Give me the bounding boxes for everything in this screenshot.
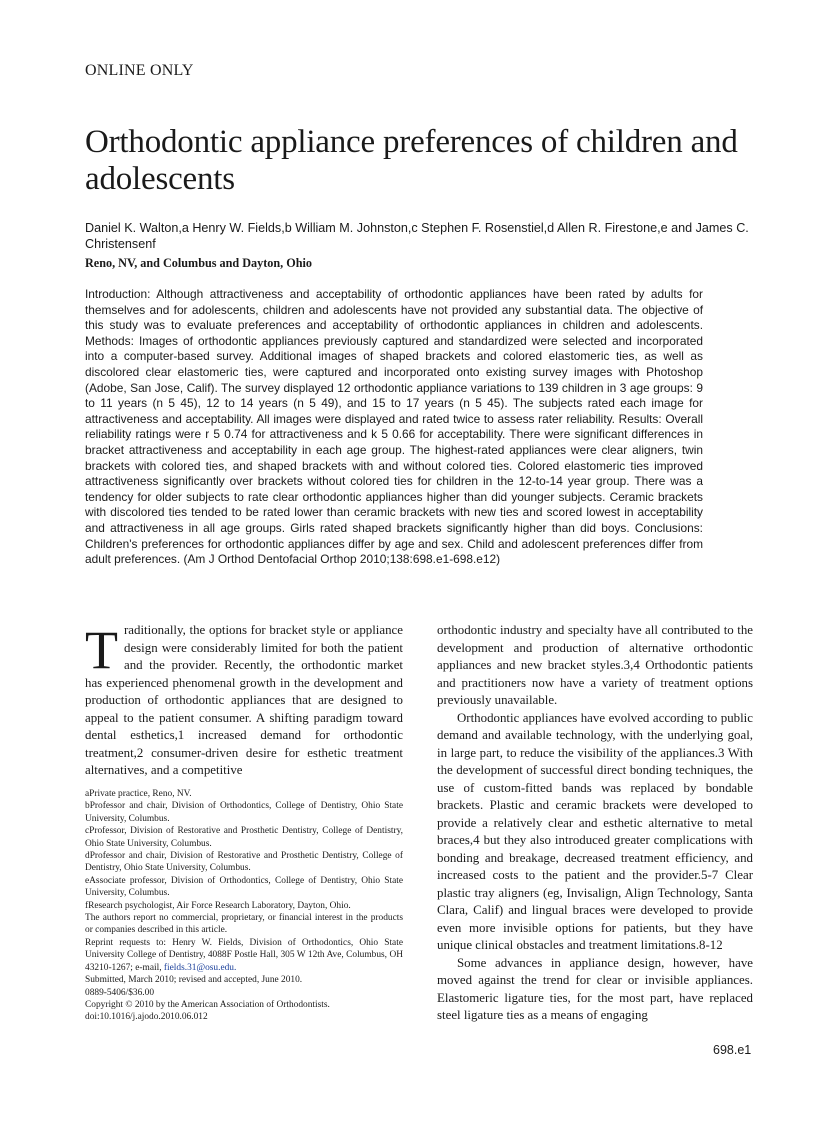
footnote-e: eAssociate professor, Division of Orthodontics, College of Dentistry, Ohio State University, Columbus. <box>85 875 403 899</box>
online-only-label: ONLINE ONLY <box>85 62 194 79</box>
doi[interactable]: doi:10.1016/j.ajodo.2010.06.012 <box>85 1012 208 1023</box>
footnote-c: cProfessor, Division of Restorative and Prosthetic Dentistry, College of Dentistry, Ohio State University, Columbus. <box>85 826 403 849</box>
disclosure-note: The authors report no commercial, proprietary, or financial interest in the products or companies described in this article. <box>85 913 403 936</box>
submission-dates: Submitted, March 2010; revised and accepted, June 2010. <box>85 975 303 986</box>
body-paragraph: Orthodontic appliances have evolved according to public demand and available technology, with the underlying goal, in large part, to reduce the visibility of the appliances.3 With the development of successful direct bonding techniques, the use of custom-fitted bands was replaced by bondable brackets. Plastic and ceramic brackets were developed to provide a relatively clear and esthetic alternative to metal braces,4 but they also introduced greater complications with bonding and breakage, decreased treatment efficiency, and increased costs to the patient and the provider.5-7 Clear plastic tray aligners (eg, Invisalign, Align Technology, Santa Clara, Calif) and lingual braces were developed to provide even more invisible options for patients, but they have unique clinical obstacles and treatment limitations.8-12 <box>437 710 753 952</box>
reprint-request <box>85 937 403 974</box>
affiliation-locations: Reno, NV, and Columbus and Dayton, Ohio <box>85 256 313 270</box>
author-list: Daniel K. Walton,a Henry W. Fields,b William M. Johnston,c Stephen F. Rosenstiel,d Allen R. Firestone,e and James C. Christensenf <box>85 221 749 251</box>
copyright-notice: Copyright © 2010 by the American Association of Orthodontists. <box>85 999 330 1010</box>
page-number: 698.e1 <box>713 1043 752 1057</box>
body-paragraph: Some advances in appliance design, however, have moved against the trend for clear or invisible appliances. Elastomeric ligature ties, for the most part, have replaced steel ligature ties as a means of engaging <box>437 955 753 1022</box>
email-link[interactable]: fields.31@osu.edu. <box>163 962 237 973</box>
footnote-a: aPrivate practice, Reno, NV. <box>85 789 192 799</box>
footnote-f: fResearch psychologist, Air Force Research Laboratory, Dayton, Ohio. <box>85 900 351 911</box>
body-column-right <box>437 622 753 1025</box>
issn-price: 0889-5406/$36.00 <box>85 987 155 998</box>
reprint-text: Reprint requests to: Henry W. Fields, Division of Orthodontics, Ohio State University College of Dentistry, 4088F Postle Hall, 305 W 12th Ave, Columbus, OH 43210-1267; e-mail, <box>85 937 403 973</box>
drop-cap: T <box>85 620 118 680</box>
footnote-b: bProfessor and chair, Division of Orthodontics, College of Dentistry, Ohio State University, Columbus. <box>85 801 403 824</box>
footnotes <box>85 788 403 1024</box>
body-paragraph: orthodontic industry and specialty have all contributed to the development and production of alternative orthodontic appliances and new bracket styles.3,4 Orthodontic patients and practitioners now have a variety of treatment options previously unavailable. <box>437 623 753 707</box>
abstract: Introduction: Although attractiveness and acceptability of orthodontic appliances have been rated by adults for themselves and for adolescents, children and adolescents have not provided any substantial data. The objective of this study was to evaluate preferences and acceptability of orthodontic appliances in children and adolescents. Methods: Images of orthodontic appliances previously captured and standardized were selected and incorporated into a computer-based survey. Additional images of shaped brackets and colored elastomeric ties, as well as discolored clear elastomeric ties, were captured and incorporated onto existing survey images with Photoshop (Adobe, San Jose, Calif). The survey displayed 12 orthodontic appliance variations to 139 children in 3 age groups: 9 to 11 years (n 5 45), 12 to 14 years (n 5 49), and 15 to 17 years (n 5 45). The subjects rated each image for attractiveness and acceptability. All images were displayed and rated twice to assess rater reliability. Results: Overall reliability ratings were r 5 0.74 for attractiveness and k 5 0.66 for acceptability. There were significant differences in bracket attractiveness and acceptability in each age group. The highest-rated appliances were clear aligners, twin brackets with colored ties, and shaped brackets with and without colored ties. Colored elastomeric ties improved attractiveness significantly over brackets without colored ties for children in the 12-to-14 year group. There was a tendency for older subjects to rate clear orthodontic appliances higher than did younger subjects. Ceramic brackets with discolored ties tended to be rated lower than ceramic brackets with new ties and scored lowest in acceptability and attractiveness in all age groups. Girls rated shaped brackets significantly higher than did boys. Conclusions: Children's preferences for orthodontic appliances differ by age and sex. Child and adolescent preferences differ from adult preferences. (Am J Orthod Dentofacial Orthop 2010;138:698.e1-698.e12) <box>85 287 703 567</box>
footnote-d: dProfessor and chair, Division of Restorative and Prosthetic Dentistry, College of Dentistry, Ohio State University, Columbus. <box>85 851 403 874</box>
body-paragraph: raditionally, the options for bracket style or appliance design were considerably limited for both the patient and the provider. Recently, the orthodontic market has experienced phenomenal growth in the development and production of orthodontic appliances that are designed to appeal to the patient consumer. A shifting paradigm toward dental esthetics,1 increased demand for orthodontic treatment,2 consumer-driven desire for esthetic treatment alternatives, and a competitive <box>85 623 403 777</box>
article-title: Orthodontic appliance preferences of children and adolescents <box>85 124 738 197</box>
body-column-left <box>85 622 403 780</box>
